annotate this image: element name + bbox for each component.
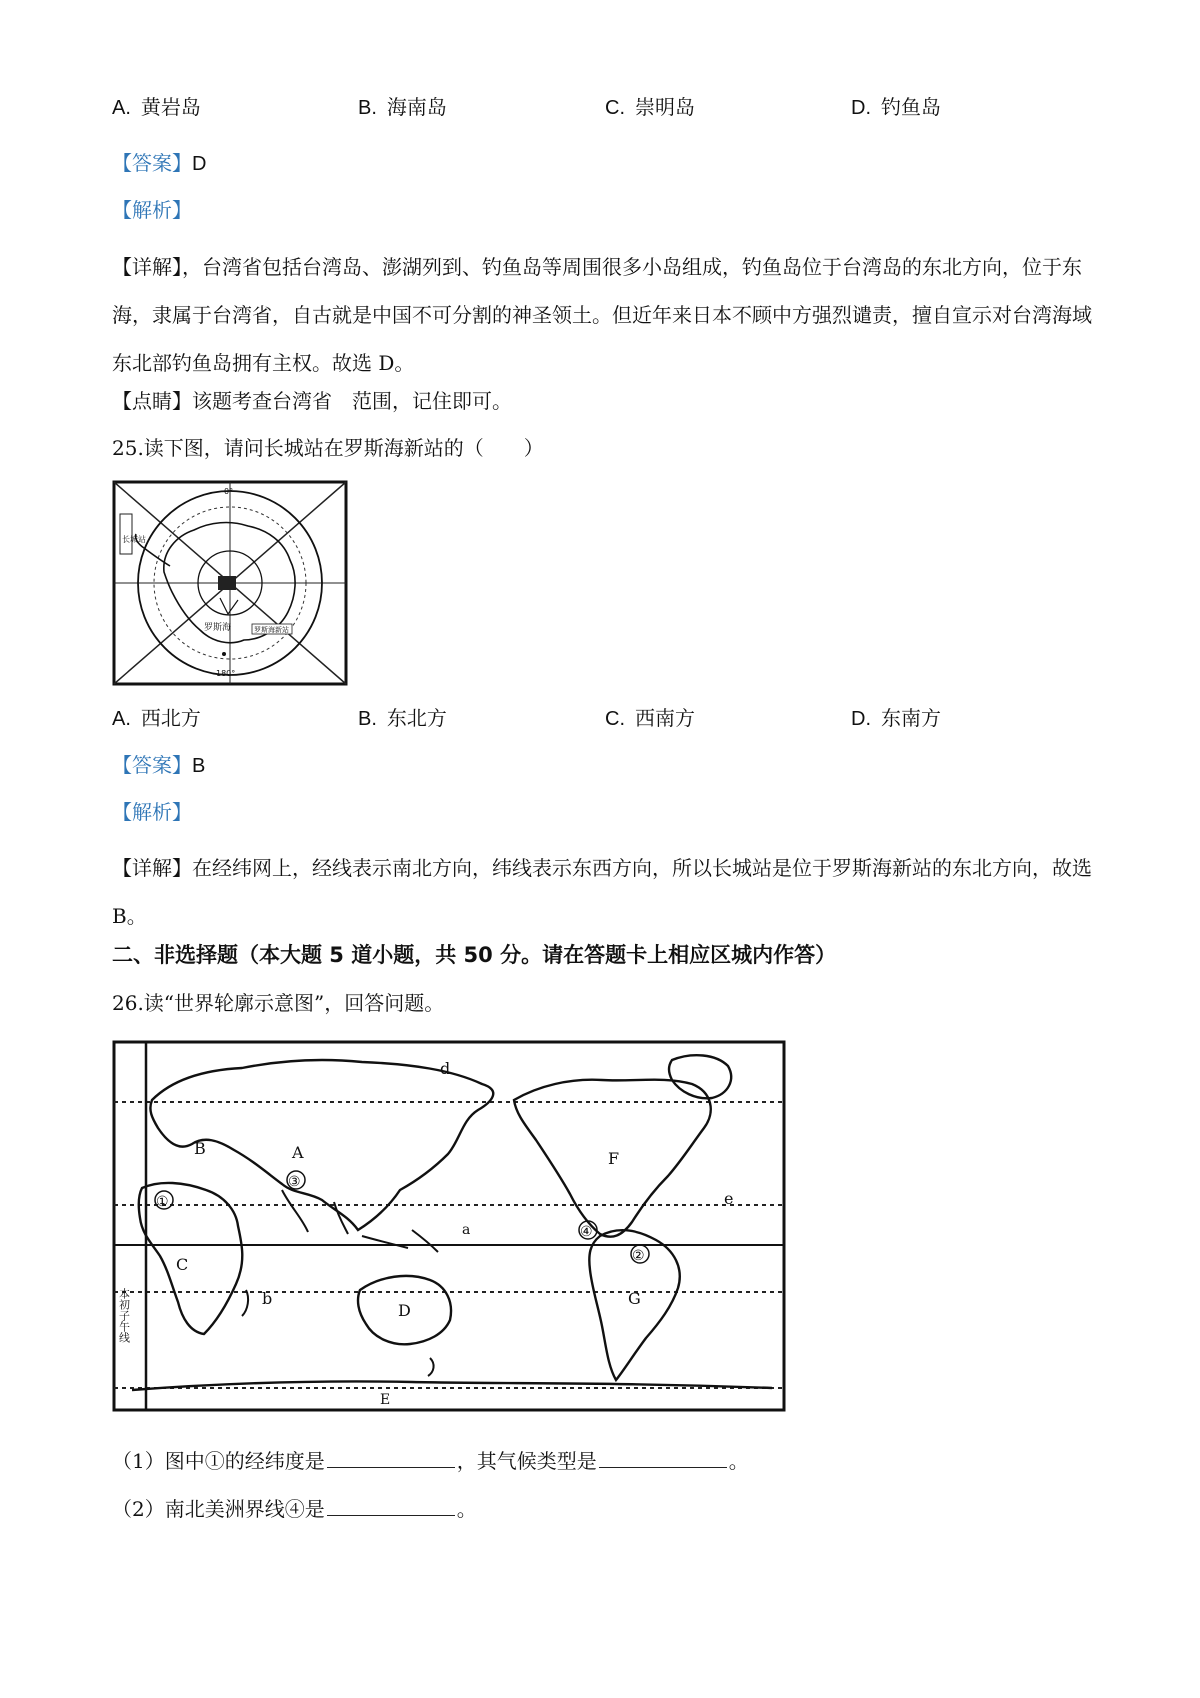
q25-answer: 【答案】B: [112, 753, 206, 777]
q25-option-b: B. 东北方: [358, 706, 447, 730]
q24-answer: 【答案】D: [112, 151, 207, 175]
map-label-great-wall-station: 长城站: [122, 535, 146, 544]
map-label-ross-sea: 罗斯海: [204, 623, 232, 633]
world-outline-map: [112, 1040, 786, 1412]
world-map-label-c-upper: C: [176, 1255, 189, 1274]
world-map-label-4: ④: [580, 1224, 593, 1240]
q26-sub2-blank: [327, 1497, 455, 1516]
q24-option-d: D. 钓鱼岛: [851, 95, 941, 119]
world-map-label-b-lower: b: [262, 1289, 273, 1308]
world-map-label-a-upper: A: [292, 1143, 304, 1162]
world-map-label-3: ③: [288, 1174, 301, 1190]
q25-option-c: C. 西南方: [605, 706, 695, 730]
world-map-label-d: d: [440, 1059, 451, 1078]
world-map-label-b-upper: B: [194, 1139, 206, 1158]
world-map-label-e-upper: E: [380, 1392, 391, 1408]
world-map-label-2: ②: [632, 1248, 645, 1264]
world-map-label-prime-meridian: 本初子午线: [117, 1288, 131, 1343]
section-heading: 二、非选择题（本大题 5 道小题，共 50 分。请在答题卡上相应区城内作答）: [112, 943, 837, 967]
q26-sub1: （1）图中①的经纬度是 ，其气候类型是 。: [112, 1449, 749, 1473]
q25-analysis-tag: 【解析】: [112, 800, 192, 824]
world-map-label-g-upper: G: [628, 1289, 641, 1308]
q24-option-c: C. 崇明岛: [605, 95, 695, 119]
q26-sub1-blank-2: [599, 1449, 727, 1468]
q26-sub1-blank-1: [327, 1449, 455, 1468]
q26-question: 26.读“世界轮廓示意图”，回答问题。: [112, 991, 445, 1015]
q24-analysis-tag: 【解析】: [112, 198, 192, 222]
world-map-label-1: ①: [156, 1194, 169, 1210]
world-map-label-e: e: [724, 1189, 734, 1208]
q24-comment: 【点睛】该题考查台湾省 范围，记住即可。: [112, 389, 512, 413]
world-map-label-d-upper: D: [398, 1301, 411, 1320]
q24-detail: 【详解】，台湾省包括台湾岛、澎湖列到、钓鱼岛等周围很多小岛组成，钓鱼岛位于台湾岛的东北方向，位于东海，隶属于台湾省，自古就是中国不可分割的神圣领土。但近年来日本不顾中方强烈谴责，擅自宣示对台湾海域东北部钓鱼岛拥有主权。故选 D。: [112, 255, 1092, 375]
q26-sub2: （2）南北美洲界线④是 。: [112, 1497, 477, 1521]
map-label-0: 0°: [224, 487, 234, 496]
map-label-ross-sea-station: 罗斯海新站: [254, 626, 289, 634]
map-label-180: 180°: [216, 669, 236, 678]
antarctica-map: [112, 480, 348, 686]
q24-option-b: B. 海南岛: [358, 95, 447, 119]
q25-option-a: A. 西北方: [112, 706, 201, 730]
q25-question: 25.读下图，请问长城站在罗斯海新站的（ ）: [112, 436, 544, 460]
world-map-label-f-upper: F: [608, 1149, 620, 1168]
q25-detail: 【详解】在经纬网上，经线表示南北方向，纬线表示东西方向，所以长城站是位于罗斯海新站的东北方向，故选 B。: [112, 856, 1092, 928]
q25-option-d: D. 东南方: [851, 706, 941, 730]
q24-option-a: A. 黄岩岛: [112, 95, 201, 119]
world-map-label-a-lower: a: [462, 1222, 471, 1238]
